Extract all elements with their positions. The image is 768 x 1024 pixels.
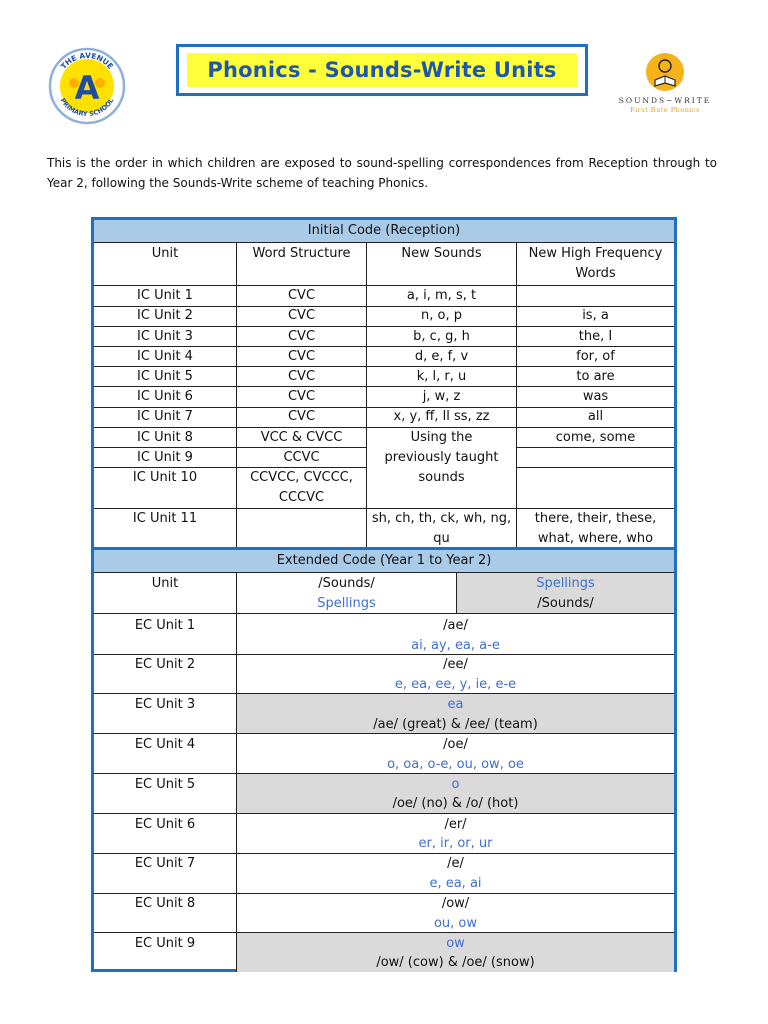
ec-spelling: ea [447,697,464,712]
grid-line [236,572,237,972]
grid-line [94,853,674,854]
ic-structure: CVC [287,349,316,364]
ic-words: all [587,409,604,424]
ic-structure: CVC [287,389,316,404]
sounds-write-brand: SOUNDS~WRITE [618,96,712,105]
phonics-table [91,217,677,972]
ec-unit: EC Unit 5 [134,777,196,792]
ec-spellings: er, ir, or, ur [418,836,493,851]
ic-unit: IC Unit 1 [137,288,193,303]
ec-header-spellings-top: Spellings [536,576,595,591]
ec-spellings: o, oa, o-e, ou, ow, oe [387,757,524,772]
ic-structure: CVC [287,409,316,424]
ic-words: was [582,389,609,404]
grid-line [94,346,674,347]
ec-header-sounds-top: /Sounds/ [318,576,375,591]
ec-unit: EC Unit 6 [134,817,196,832]
grid-line [94,508,674,509]
grid-line [94,572,674,573]
ec-spellings: e, ea, ai [429,876,482,891]
school-logo-bottom-text: PRIMARY SCHOOL [58,96,116,119]
ec-unit: EC Unit 7 [134,856,196,871]
grid-line [94,813,674,814]
grid-line [94,893,674,894]
ec-header-unit: Unit [151,576,179,591]
ic-sounds: j, w, z [422,389,461,404]
grid-line [94,932,674,933]
ec-spellings: e, ea, ee, y, ie, e-e [394,677,517,692]
ic-unit: IC Unit 7 [137,409,193,424]
school-logo [48,47,126,125]
grid-line [236,242,237,547]
ic-unit: IC Unit 9 [137,450,193,465]
grid-line [94,693,674,694]
ic-unit: IC Unit 3 [137,329,193,344]
ec-spelling: o [451,777,460,792]
grid-line [517,467,674,468]
grid-line [94,654,674,655]
ec-spellings: ai, ay, ea, a-e [411,638,500,653]
school-logo-letter: A [74,69,100,107]
ec-unit: EC Unit 3 [134,697,196,712]
grid-line [94,285,674,286]
school-logo-top-text: THE AVENUE [58,50,116,71]
ic-unit: IC Unit 11 [132,511,198,526]
ec-sound: /e/ [447,856,464,871]
ic-unit: IC Unit 5 [137,369,193,384]
ic-sounds: sh, ch, th, ck, wh, ng, qu [371,511,512,546]
ec-header-spellings-bottom: /Sounds/ [537,596,594,611]
ic-words: the, I [578,329,613,344]
ec-sounds: /ae/ (great) & /ee/ (team) [373,717,538,732]
ec-unit: EC Unit 8 [134,896,196,911]
grid-line [516,242,517,547]
ic-unit: IC Unit 4 [137,349,193,364]
intro-text: This is the order in which children are exposed to sound-spelling correspondences from Reception through to Year 2, following the Sounds-Write scheme of teaching Phonics. [47,156,717,190]
ec-sound: /ae/ [443,618,468,633]
grid-line [94,242,674,243]
ec-unit: EC Unit 4 [134,737,196,752]
ec-unit: EC Unit 9 [134,936,196,951]
ec-sound: /ow/ [441,896,470,911]
page-title: Phonics - Sounds-Write Units [207,58,557,82]
ec-unit: EC Unit 2 [134,657,196,672]
initial-code-heading: Initial Code (Reception) [307,223,461,238]
ic-header-unit: Unit [151,246,179,261]
ic-unit: IC Unit 10 [132,470,198,485]
ic-words: there, their, these, what, where, who [534,511,657,546]
ic-merged-sounds: Using the previously taught sounds [384,430,499,485]
ec-sound: /oe/ [443,737,468,752]
extended-code-heading: Extended Code (Year 1 to Year 2) [276,553,492,568]
grid-line [94,467,367,468]
ic-words: is, a [582,308,609,323]
ec-sounds: /ow/ (cow) & /oe/ (snow) [376,955,535,970]
ec-sounds: /oe/ (no) & /o/ (hot) [392,796,519,811]
ec-spellings: ou, ow [433,916,478,931]
ec-header-sounds-bottom: Spellings [317,596,376,611]
grid-line [94,366,674,367]
ic-header-words: New High Frequency Words [528,246,663,281]
ic-structure: CVC [287,329,316,344]
ic-structure: CVC [287,288,316,303]
title-frame [176,44,588,96]
grid-line [94,733,674,734]
sounds-write-tagline: First Rate Phonics [630,106,700,114]
grid-line [94,306,674,307]
ic-structure: CCVC [283,450,320,465]
ec-sound: /ee/ [443,657,468,672]
ic-sounds: x, y, ff, ll ss, zz [393,409,490,424]
grid-line [456,572,457,613]
ic-structure: CCVCC, CVCCC, CCCVC [250,470,353,505]
grid-line [94,386,674,387]
grid-line [94,326,674,327]
grid-line [517,447,674,448]
ic-unit: IC Unit 8 [137,430,193,445]
ic-sounds: a, i, m, s, t [406,288,477,303]
ic-sounds: n, o, p [421,308,462,323]
ic-structure: VCC & CVCC [260,430,343,445]
ic-sounds: b, c, g, h [413,329,470,344]
ic-words: for, of [576,349,615,364]
ic-structure: CVC [287,308,316,323]
ec-unit: EC Unit 1 [134,618,196,633]
ic-structure: CVC [287,369,316,384]
ic-sounds: k, l, r, u [416,369,467,384]
grid-line [94,407,674,408]
ic-words: come, some [555,430,636,445]
grid-line [94,773,674,774]
ic-header-sounds: New Sounds [401,246,482,261]
title-highlight [187,53,577,87]
grid-line [94,613,674,614]
grid-line [94,427,674,428]
ic-sounds: d, e, f, v [414,349,469,364]
ec-spelling: ow [446,936,465,951]
ec-sound: /er/ [444,817,467,832]
grid-line [94,447,367,448]
ic-words: to are [576,369,615,384]
grid-line [366,242,367,547]
ic-header-structure: Word Structure [252,246,351,261]
ic-unit: IC Unit 6 [137,389,193,404]
ic-unit: IC Unit 2 [137,308,193,323]
